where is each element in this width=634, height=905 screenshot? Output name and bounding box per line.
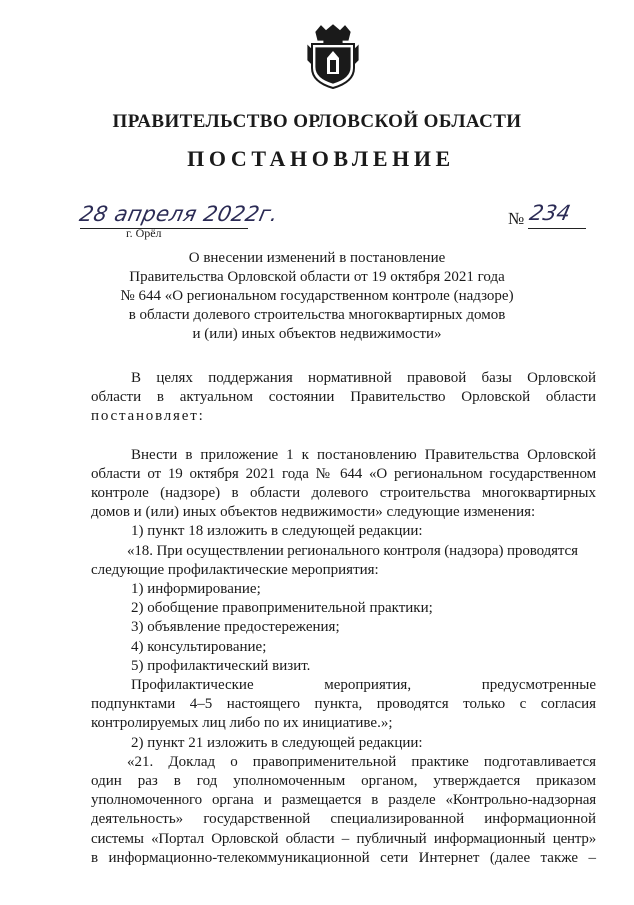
subject-line: Правительства Орловской области от 19 октября 2021 года bbox=[129, 269, 505, 285]
list-item: 5) профилактический визит. bbox=[131, 657, 311, 674]
government-title: ПРАВИТЕЛЬСТВО ОРЛОВСКОЙ ОБЛАСТИ bbox=[112, 111, 522, 132]
p21-line-1: «21. Доклад о правоприменительной практике подготавливается bbox=[127, 753, 596, 770]
subject-line: и (или) иных объектов недвижимости» bbox=[192, 326, 442, 342]
preamble-line-1 bbox=[91, 369, 596, 388]
subject-line: № 644 «О региональном государственном контроле (надзоре) bbox=[120, 288, 514, 304]
prof-line-3: контролируемых лиц либо по их инициативе.»; bbox=[91, 715, 393, 732]
list-item: 3) объявление предостережения; bbox=[131, 619, 340, 636]
number-underline bbox=[528, 228, 586, 229]
handwritten-number: 234 bbox=[527, 201, 573, 225]
prof-line-1: Профилактические мероприятия, предусмотренные bbox=[131, 677, 596, 694]
p21-line-3: уполномоченного органа и размещается в разделе «Контрольно-надзорная bbox=[91, 792, 596, 809]
document-type: ПОСТАНОВЛЕНИЕ bbox=[187, 146, 455, 171]
list-item: 1) информирование; bbox=[131, 581, 261, 598]
subject-line: в области долевого строительства многоквартирных домов bbox=[128, 307, 506, 323]
prof-line-2: подпунктами 4–5 настоящего пункта, проводятся только с согласия bbox=[91, 696, 596, 713]
intro-line-1: Внести в приложение 1 к постановлению Правительства Орловской bbox=[131, 446, 596, 463]
date-underline bbox=[80, 228, 248, 229]
number-label: № bbox=[508, 209, 525, 228]
preamble-line-2: области в актуальном состоянии Правительство Орловской области bbox=[91, 389, 596, 406]
subject-line: О внесении изменений в постановление bbox=[188, 250, 446, 266]
coat-of-arms-emblem bbox=[306, 24, 360, 90]
p21-line-5: системы «Портал Орловской области – публичный информационный центр» bbox=[91, 830, 596, 847]
document-body bbox=[91, 369, 596, 868]
handwritten-date: 28 апреля 2022г. bbox=[77, 202, 281, 226]
p21-line-4: деятельность» государственной специализированной информационной bbox=[91, 811, 596, 828]
preamble-text: В целях поддержания нормативной правовой базы Орловской bbox=[131, 370, 596, 386]
list-item: 2) обобщение правоприменительной практики; bbox=[131, 600, 433, 617]
item-2: 2) пункт 21 изложить в следующей редакции: bbox=[131, 734, 423, 751]
intro-line-2: области от 19 октября 2021 года № 644 «О региональном государственном bbox=[91, 465, 596, 482]
preamble-line-3: постановляет: bbox=[91, 408, 205, 425]
p21-line-2: один раз в год уполномоченным органом, утверждается приказом bbox=[91, 773, 596, 790]
item-1: 1) пункт 18 изложить в следующей редакции: bbox=[131, 523, 423, 540]
paragraph-gap bbox=[91, 427, 596, 446]
list-item: 4) консультирование; bbox=[131, 638, 267, 655]
p18-line-1: «18. При осуществлении регионального контроля (надзора) проводятся bbox=[127, 542, 578, 559]
intro-line-3: контроле (надзоре) в области долевого строительства многоквартирных bbox=[91, 485, 596, 502]
p21-line-6: в информационно-телекоммуникационной сети Интернет (далее также – bbox=[91, 849, 596, 866]
document-subject bbox=[0, 249, 634, 344]
p18-line-2: следующие профилактические мероприятия: bbox=[91, 561, 379, 578]
city-label: г. Орёл bbox=[126, 226, 162, 240]
intro-line-4: домов и (или) иных объектов недвижимости» следующие изменения: bbox=[91, 504, 536, 521]
